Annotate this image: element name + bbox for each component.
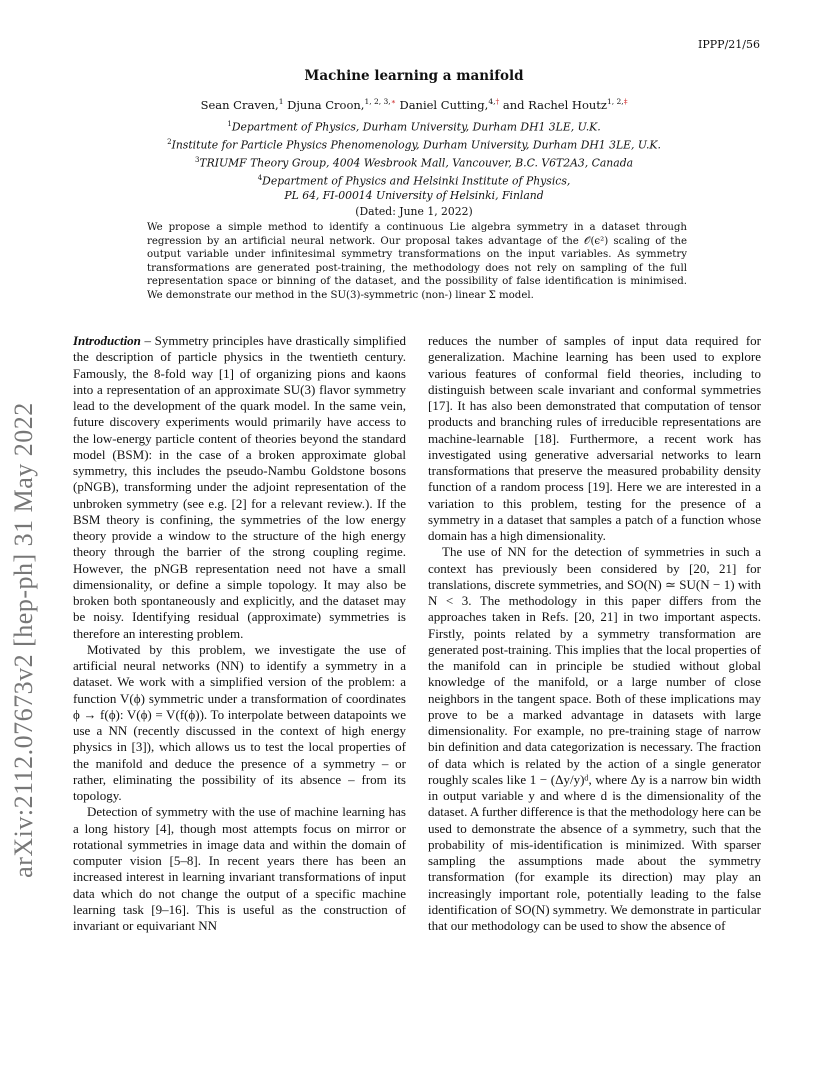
- paragraph: The use of NN for the detection of symmetries in such a context has previously been considered by [20, 21] for translations, discrete symmetries, and SO(N) ≃ SU(N − 1) with N < 3. The methodology in this paper differs from the approaches taken in Refs. [20, 21] in two important aspects. Firstly, points related by a symmetry transformation are generated post-training. This implies that the local properties of the manifold can in principle be studied without global knowledge of the manifold, or a large number of close neighbors in the tangent space. Both of these implications may prove to be a marked advantage in datasets with large dimensionality. For example, no pre-training stage of narrow bin definition and data categorization is necessary. The fraction of data which is related by the action of a single generator roughly scales like 1 − (Δy/y)ᵈ, where Δy is a narrow bin width in output variable y and where d is the dimensionality of the dataset. A further difference is that the methodology here can be used to demonstrate the absence of a symmetry, such that the probability of mis-identification is minimized. With sparser sampling the assumptions made about the symmetry transformation (for example its direction) may play an increasingly important role, potentially leading to the false identification of SO(N) symmetry. We demonstrate in particular that our methodology can be used to show the absence of: [428, 544, 761, 933]
- author: [399, 98, 499, 112]
- body-column-left: [73, 333, 406, 934]
- affiliation: $^3$TRIUMF Theory Group, 4004 Wesbrook Mall, Vancouver, B.C. V6T2A3, Canada: [194, 156, 634, 170]
- paper-title: Machine learning a manifold: [304, 68, 524, 84]
- affiliation: $^2$Institute for Particle Physics Phenomenology, Durham University, Durham DH1 3LE, U.K.: [167, 137, 661, 152]
- author-name: Sean Craven,: [200, 97, 279, 112]
- author-name: Daniel Cutting,: [399, 97, 489, 112]
- author-list: [0, 97, 828, 112]
- affiliation: $^1$Department of Physics, Durham University, Durham DH1 3LE, U.K.: [227, 119, 601, 134]
- author: [503, 98, 628, 112]
- author: [287, 98, 396, 112]
- author-name: Djuna Croon,: [287, 97, 365, 112]
- author-affiliation-marks: 1, 2,‡: [606, 97, 628, 106]
- footnote-mark: †: [495, 97, 500, 106]
- author-affiliation-marks: 1: [278, 97, 284, 106]
- paragraph: reduces the number of samples of input data required for generalization. Machine learning has been used to explore various features of conformal field theories, including to distinguish between scale invariant and conformal symmetries [17]. It has also been demonstrated that computation of tensor products and branching rules of irreducible representations are machine-learnable [18]. Furthermore, a recent work has investigated using generative adversarial networks to learn transformations that preserve the measured probability density function of a random process [19]. Here we are interested in a variation to this problem, testing for the presence of a symmetry in a dataset that samples a patch of a function whose domain has a high dimensionality.: [428, 333, 761, 543]
- footnote-mark: ‡: [623, 97, 628, 106]
- author-name: and Rachel Houtz: [502, 97, 607, 112]
- paragraph: Motivated by this problem, we investigate the use of artificial neural networks (NN) to identify a symmetry in a dataset. We work with a simplified version of the problem: a function V(ϕ) symmetric under a transformation of coordinates ϕ → f(ϕ): V(ϕ) = V(f(ϕ)). To interpolate between datapoints we use a NN (recently discussed in the context of high energy physics in [3]), which allows us to test the local properties of the manifold and deduce the presence of a symmetry – or rather, eliminating the possibility of its absence – from its topology.: [73, 641, 406, 803]
- paragraph: Introduction – Symmetry principles have drastically simplified the description of particle physics in the twentieth century. Famously, the 8-fold way [1] of organizing pions and kaons into a representation of an approximate SU(3) flavor symmetry lead to the development of the quark model. In the same vein, future discovery experiments would primarily have access to the low-energy particle content of theories beyond the standard model (BSM): in the case of a broken approximate global symmetry, this includes the pseudo-Nambu Goldstone bosons (pNGB), transforming under the adjoint representation of the unbroken symmetry (see e.g. [2] for a relevant review.). If the BSM theory is confining, the symmetries of the low energy theory provide a window to the structure of the high energy theory through the barrier of the strong coupling regime. However, the pNGB representation need not have a small dimensionality, or define a simple topology. It may also be broken both spontaneously and explicitly, and the dataset may be noisy. Identifying residual (approximate) symmetries is therefore an interesting problem.: [73, 333, 406, 641]
- abstract-text: We propose a simple method to identify a continuous Lie algebra symmetry in a dataset through regression by an artificial neural network. Our proposal takes advantage of the 𝒪(ϵ²) scaling of the output variable under infinitesimal symmetry transformations on the input variables. As symmetry transformations are generated post-training, the methodology does not rely on sampling of the full representation space or binning of the dataset, and the possibility of false identification is minimised. We demonstrate our method in the SU(3)-symmetric (non-) linear Σ model.: [147, 222, 687, 301]
- author-affiliation-marks: 1, 2, 3,∗: [364, 97, 396, 106]
- arxiv-stamp-text: arXiv:2112.07673v2 [hep-ph] 31 May 2022: [9, 402, 38, 878]
- affiliation: $^4$Department of Physics and Helsinki Institute of Physics,: [257, 174, 571, 188]
- affiliation-continued: PL 64, FI-00014 University of Helsinki, Finland: [284, 189, 544, 203]
- paper-header: [0, 68, 828, 219]
- date-line: (Dated: June 1, 2022): [355, 204, 473, 218]
- report-number: IPPP/21/56: [698, 38, 760, 51]
- section-lead: Introduction: [73, 333, 141, 348]
- abstract: [147, 221, 687, 303]
- paragraph: Detection of symmetry with the use of machine learning has a long history [4], though most attempts focus on mirror or rotational symmetries in image data and within the domain of computer vision [5–8]. In recent years there has been an increased interest in learning invariant transformations of input data which do not change the output of a specific machine learning task [9–16]. This is useful as the construction of invariant or equivariant NN: [73, 804, 406, 933]
- body-column-right: [428, 333, 761, 934]
- author: [201, 98, 284, 112]
- footnote-mark: ∗: [390, 97, 396, 106]
- author-affiliation-marks: 4,†: [488, 97, 500, 106]
